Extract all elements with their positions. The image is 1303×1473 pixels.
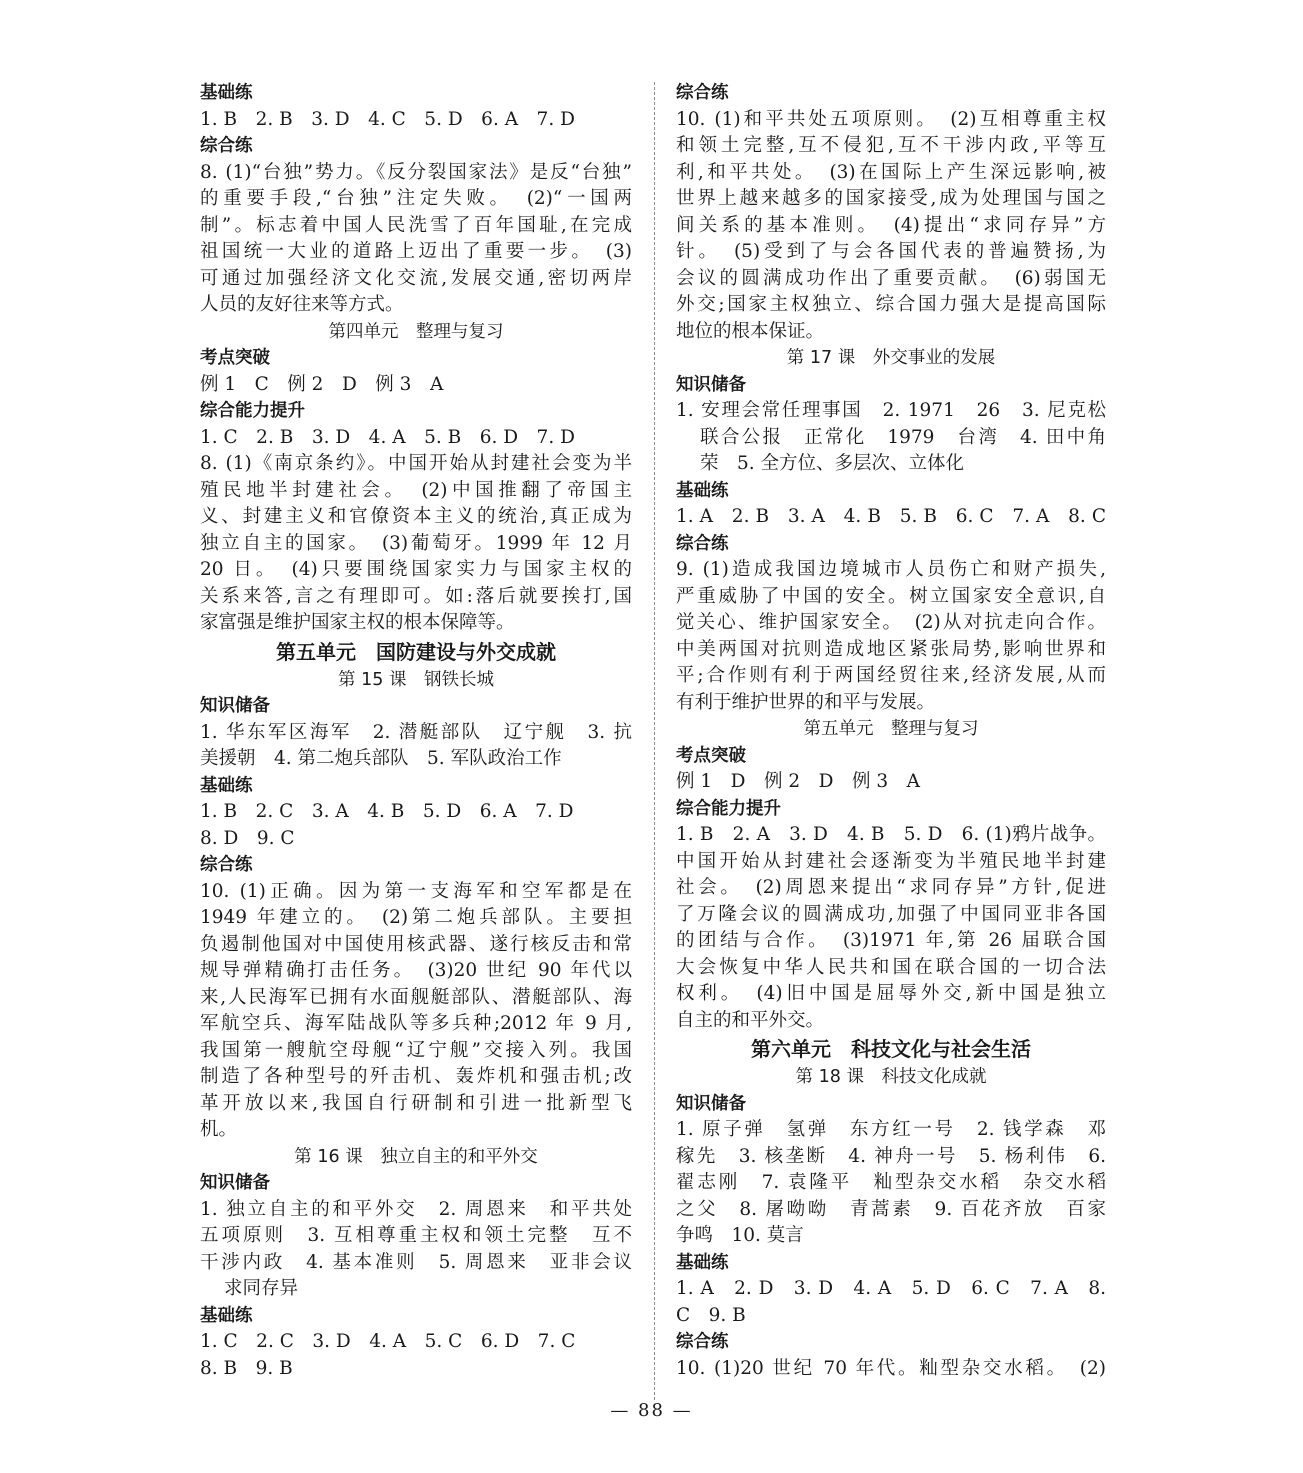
answer-line: 1. 原子弹 氢弹 东方红一号 2. 钱学森 邓 (676, 1119, 1106, 1140)
answer-line: 会议的圆满成功作出了重要贡献。 (6)弱国无 (676, 267, 1106, 289)
answer-line: 1. B 2. C 3. A 4. B 5. D 6. A 7. D (200, 801, 574, 822)
section-heading: 考点突破 (200, 348, 270, 368)
answer-line: 家富强是维护国家主权的根本保障等。 (200, 612, 515, 633)
answer-line: 有利于维护世界的和平与发展。 (676, 691, 936, 713)
answer-line: 9. (1)造成我国边境城市人员伤亡和财产损失, (676, 559, 1106, 580)
answer-line: 觉关心、维护国家安全。 (2)从对抗走向合作。 (676, 612, 1106, 633)
answer-line: 中国开始从封建社会逐渐变为半殖民地半封建 (676, 850, 1106, 872)
answer-line: 可通过加强经济文化交流,发展交通,密切两岸 (200, 267, 632, 289)
section-heading: 综合练 (676, 1332, 729, 1352)
answer-line: 10. (1)20 世纪 70 年代。籼型杂交水稻。 (2) (676, 1357, 1106, 1379)
section-heading: 知识储备 (200, 1173, 270, 1193)
answer-line: 1. 独立自主的和平外交 2. 周恩来 和平共处 (200, 1198, 632, 1220)
lesson-title: 第五单元 整理与复习 (803, 719, 979, 739)
answer-line: 之父 8. 屠呦呦 青蒿素 9. 百花齐放 百家 (676, 1198, 1106, 1220)
lesson-title: 第 17 课 外交事业的发展 (786, 348, 996, 368)
right-column (676, 80, 1106, 1382)
section-heading: 基础练 (676, 1252, 729, 1273)
lesson-title: 第 16 课 独立自主的和平外交 (294, 1146, 538, 1167)
answer-line: 革开放以来,我国自行研制和引进一批新型飞 (200, 1092, 632, 1114)
answer-line: 稼先 3. 核垄断 4. 神舟一号 5. 杨利伟 6. (676, 1145, 1106, 1167)
answer-line: 1. 安理会常任理事国 2. 1971 26 3. 尼克松 (676, 400, 1106, 421)
section-heading: 综合练 (200, 136, 253, 156)
answer-line: 军航空兵、海军陆战队等多兵种;2012 年 9 月, (200, 1013, 632, 1034)
section-heading: 基础练 (200, 1305, 253, 1326)
answer-line: 规导弹精确打击任务。 (3)20 世纪 90 年代以 (200, 960, 632, 981)
answer-line: 严重威胁了中国的安全。树立国家安全意识,自 (676, 585, 1106, 607)
answer-line: 10. (1)正确。因为第一支海军和空军都是在 (200, 880, 632, 902)
lesson-title: 第四单元 整理与复习 (328, 321, 504, 342)
answer-line: 20 日。 (4)只要围绕国家实力与国家主权的 (200, 559, 632, 580)
answer-line: 外交;国家主权独立、综合国力强大是提高国际 (676, 294, 1106, 315)
section-heading: 考点突破 (676, 745, 746, 766)
answer-line: 了万隆会议的圆满成功,加强了中国同亚非各国 (676, 903, 1106, 925)
answer-line: 1. B 2. A 3. D 4. B 5. D 6. (1)鸦片战争。 (676, 824, 1106, 845)
section-heading: 综合练 (200, 855, 253, 875)
answer-line: 例 1 C 例 2 D 例 3 A (200, 373, 444, 395)
answer-line: 制”。标志着中国人民洗雪了百年国耻,在完成 (200, 214, 632, 236)
answer-line: 独立自主的国家。 (3)葡萄牙。1999 年 12 月 (200, 532, 632, 554)
answer-line: 制造了各种型号的歼击机、轰炸机和强击机;改 (200, 1066, 632, 1087)
column-divider (654, 82, 655, 1400)
answer-line: 8. D 9. C (200, 827, 295, 849)
answer-line: 例 1 D 例 2 D 例 3 A (676, 771, 920, 792)
left-column (200, 80, 632, 1382)
section-heading: 知识储备 (676, 1093, 746, 1114)
answer-line: 8. (1)《南京条约》。中国开始从封建社会变为半 (200, 453, 632, 474)
answer-line: 机。 (200, 1119, 238, 1140)
answer-line: 1. C 2. C 3. D 4. A 5. C 6. D 7. C (200, 1331, 576, 1352)
answer-line: 权利。 (4)旧中国是屈辱外交,新中国是独立 (676, 983, 1106, 1004)
answer-line: 1. A 2. D 3. D 4. A 5. D 6. C 7. A 8. (676, 1278, 1106, 1299)
section-heading: 综合能力提升 (200, 401, 305, 421)
answer-line: 五项原则 3. 互相尊重主权和领土完整 互不 (200, 1225, 632, 1246)
answer-line: 联合公报 正常化 1979 台湾 4. 田中角 (700, 426, 1106, 448)
answer-line: 义、封建主义和官僚资本主义的统治,真正成为 (200, 506, 632, 527)
answer-line: 自主的和平外交。 (676, 1009, 825, 1031)
section-heading: 知识储备 (676, 374, 746, 395)
answer-line: 8. (1)“台独”势力。《反分裂国家法》是反“台独” (200, 161, 632, 183)
unit-title: 第五单元 国防建设与外交成就 (276, 639, 556, 664)
section-heading: 知识储备 (200, 696, 270, 716)
answer-line: 1949 年建立的。 (2)第二炮兵部队。主要担 (200, 907, 632, 928)
answer-line: 美援朝 4. 第二炮兵部队 5. 军队政治工作 (200, 748, 562, 769)
section-heading: 综合练 (676, 83, 729, 103)
answer-line: 10. (1)和平共处五项原则。 (2)互相尊重主权 (676, 108, 1106, 130)
lesson-title: 第 18 课 科技文化成就 (795, 1067, 987, 1087)
answer-line: 我国第一艘航空母舰“辽宁舰”交接入列。我国 (200, 1039, 632, 1061)
answer-line: 1. A 2. B 3. A 4. B 5. B 6. C 7. A 8. C (676, 506, 1106, 527)
answer-line: 针。 (5)受到了与会各国代表的普遍赞扬,为 (676, 241, 1106, 262)
answer-line: 社会。 (2)周恩来提出“求同存异”方针,促进 (676, 877, 1106, 898)
answer-line: 争鸣 10. 莫言 (676, 1225, 804, 1246)
answer-line: 关系来答,言之有理即可。如:落后就要挨打,国 (200, 585, 632, 607)
answer-line: 人员的友好往来等方式。 (200, 294, 404, 315)
answer-line: 平;合作则有利于两国经贸往来,经济发展,从而 (676, 665, 1106, 686)
answer-line: 的团结与合作。 (3)1971 年,第 26 届联合国 (676, 930, 1106, 951)
lesson-title: 第 15 课 钢铁长城 (338, 669, 494, 690)
answer-line: 1. 华东军区海军 2. 潜艇部队 辽宁舰 3. 抗 (200, 721, 632, 743)
answer-line: 世界上越来越多的国家接受,成为处理国与国之 (676, 188, 1106, 209)
section-heading: 基础练 (200, 83, 253, 103)
answer-line: 8. B 9. B (200, 1357, 293, 1379)
answer-line: 求同存异 (224, 1278, 299, 1299)
answer-line: 殖民地半封建社会。 (2)中国推翻了帝国主 (200, 479, 632, 501)
answer-line: 翟志刚 7. 袁隆平 籼型杂交水稻 杂交水稻 (676, 1172, 1106, 1193)
answer-line: 和领土完整,互不侵犯,互不干涉内政,平等互 (676, 135, 1106, 156)
section-heading: 综合能力提升 (676, 798, 781, 819)
section-heading: 基础练 (676, 480, 729, 501)
answer-line: 负遏制他国对中国使用核武器、遂行核反击和常 (200, 933, 632, 955)
unit-title: 第六单元 科技文化与社会生活 (751, 1037, 1031, 1061)
answer-line: 1. B 2. B 3. D 4. C 5. D 6. A 7. D (200, 108, 575, 130)
answer-line: 的重要手段,“台独”注定失败。 (2)“一国两 (200, 188, 632, 209)
answer-line: 1. C 2. B 3. D 4. A 5. B 6. D 7. D (200, 426, 575, 448)
answer-line: 中美两国对抗则造成地区紧张局势,影响世界和 (676, 638, 1106, 660)
answer-line: 大会恢复中华人民共和国在联合国的一切合法 (676, 956, 1106, 978)
answer-line: C 9. B (676, 1304, 746, 1326)
section-heading: 综合练 (676, 533, 729, 554)
answer-line: 荣 5. 全方位、多层次、立体化 (700, 453, 965, 474)
answer-line: 地位的根本保证。 (676, 320, 825, 342)
section-heading: 基础练 (200, 775, 253, 796)
answer-line: 间关系的基本准则。 (4)提出“求同存异”方 (676, 214, 1106, 236)
page-number: — 88 — (610, 1400, 693, 1421)
answer-line: 来,人民海军已拥有水面舰艇部队、潜艇部队、海 (200, 986, 632, 1008)
answer-line: 利,和平共处。 (3)在国际上产生深远影响,被 (676, 161, 1106, 183)
answer-line: 干涉内政 4. 基本准则 5. 周恩来 亚非会议 (200, 1251, 632, 1273)
answer-line: 祖国统一大业的道路上迈出了重要一步。 (3) (200, 241, 632, 262)
